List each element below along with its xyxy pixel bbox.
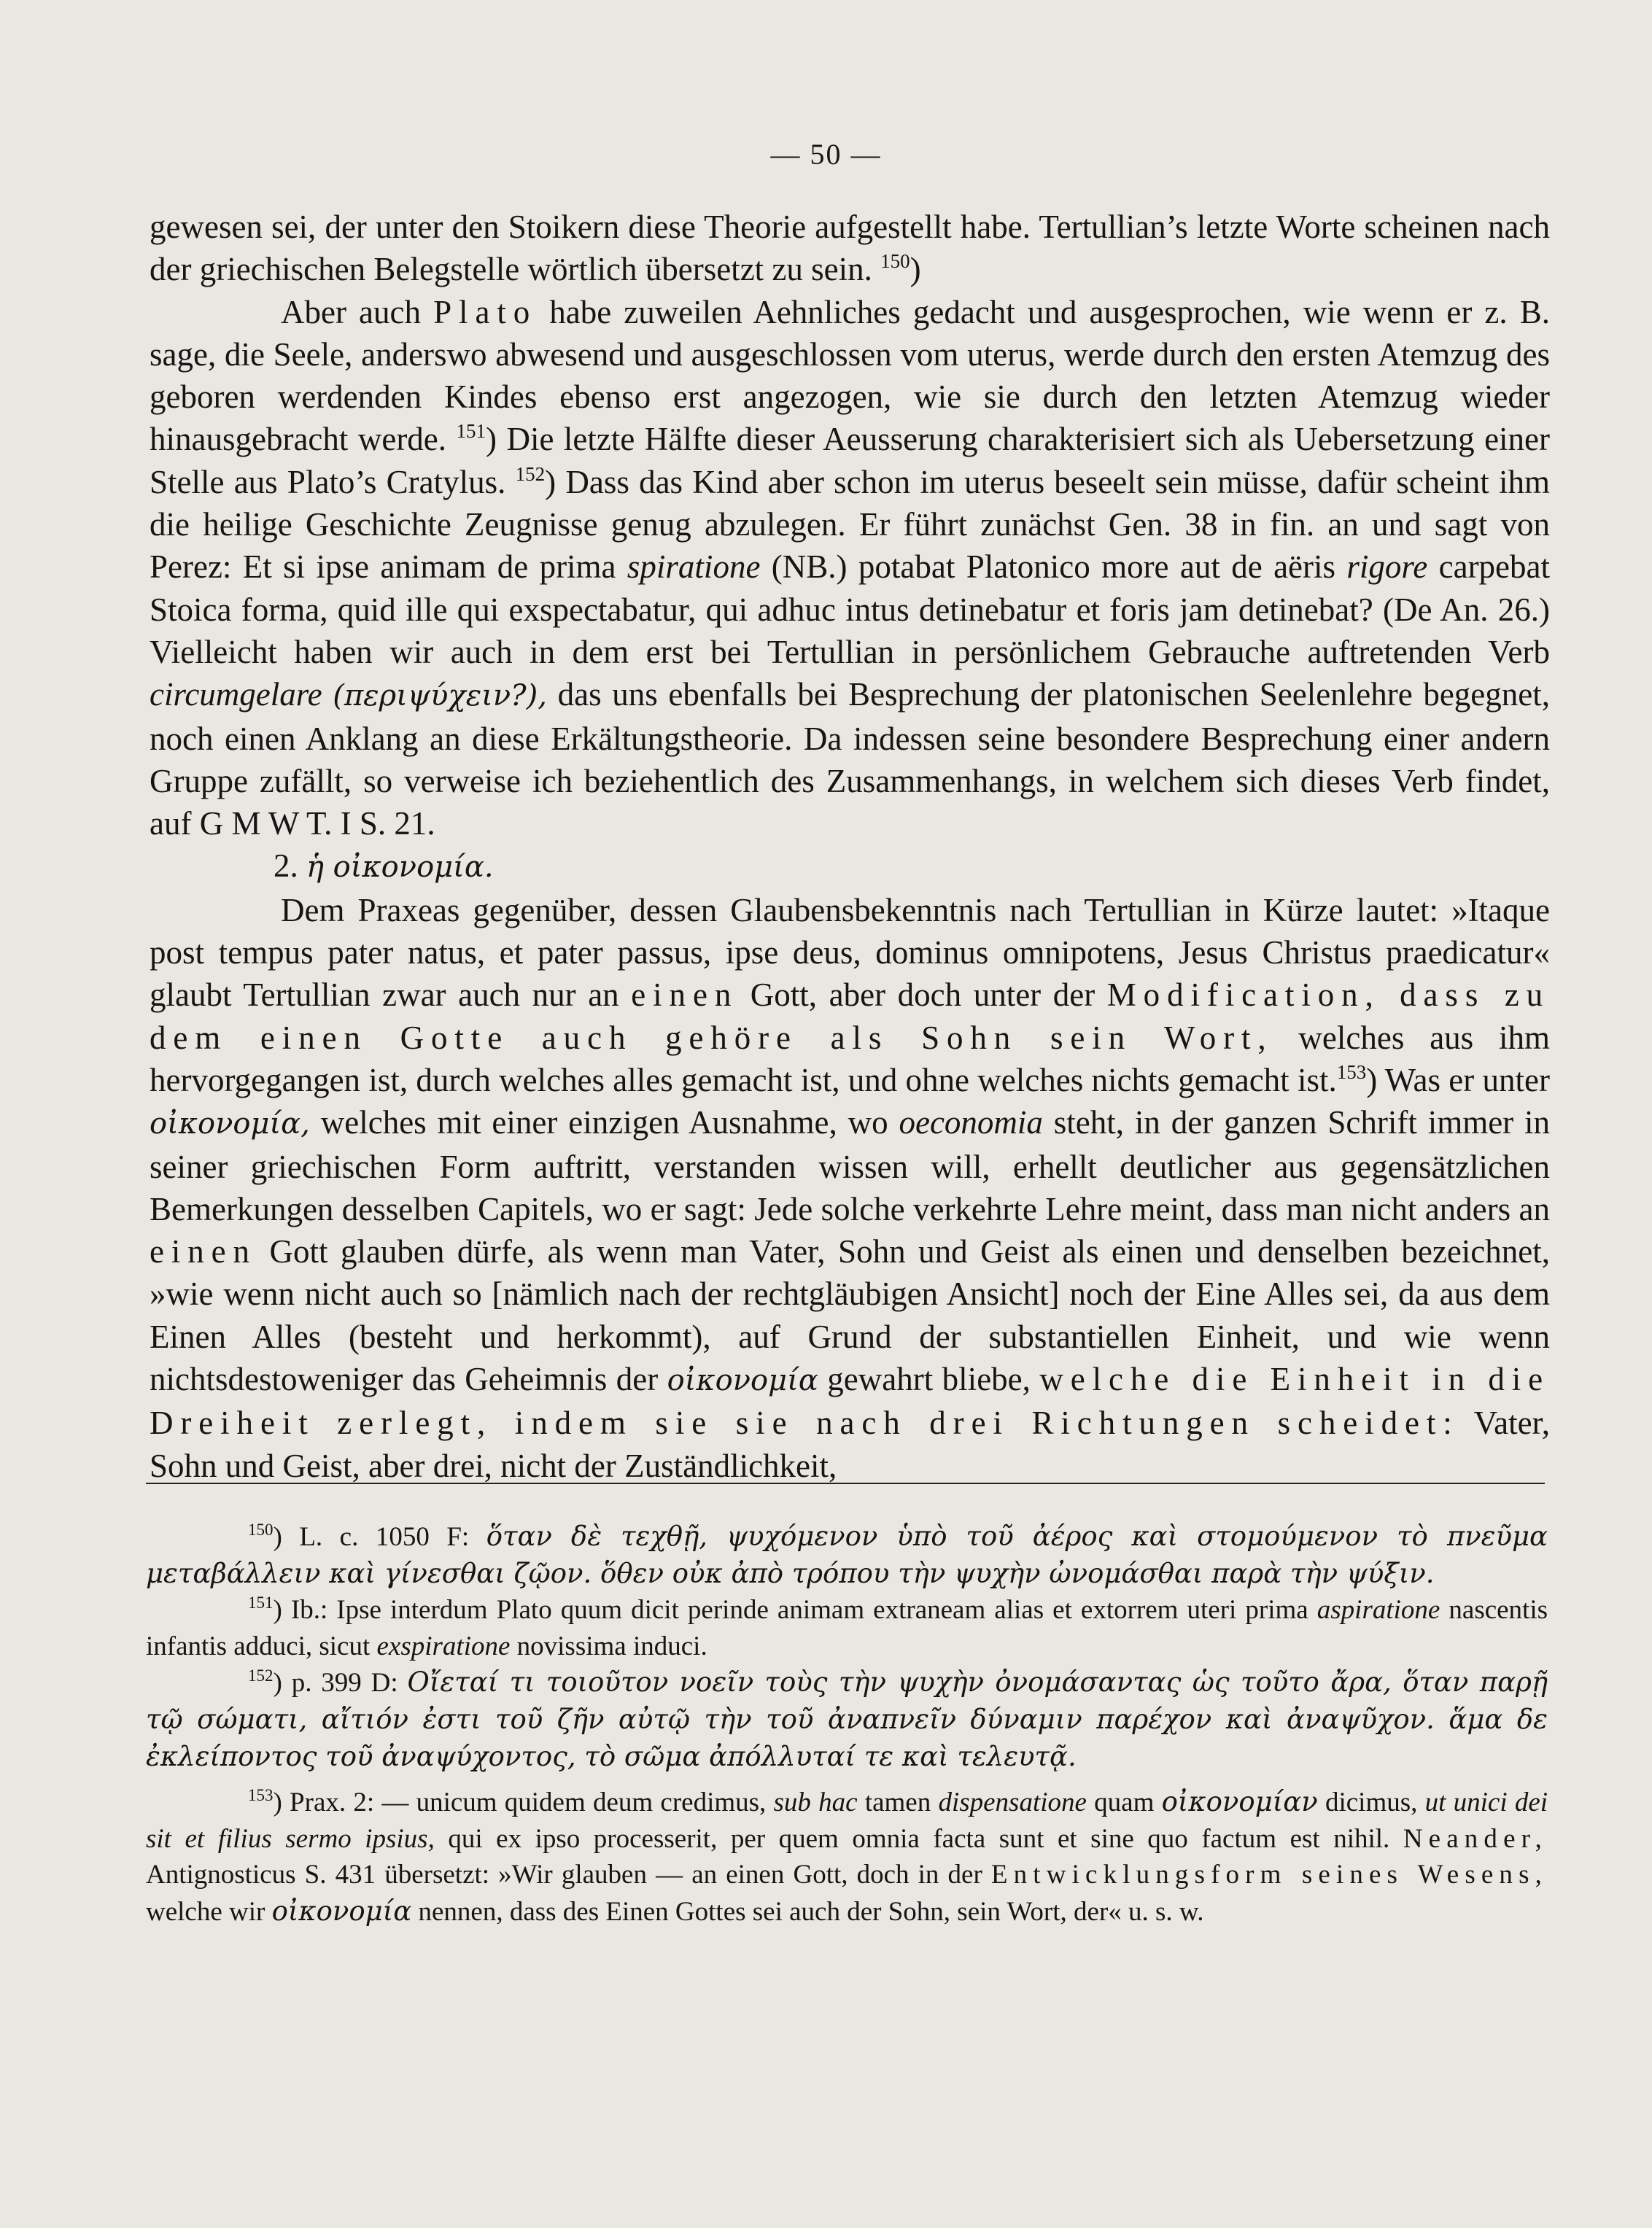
footnote-number: 153 xyxy=(248,1786,274,1805)
text-run: Dass das Kind aber schon im uterus beseelt sein müsse, dafür scheint ihm die heilige Geschichte Zeugnisse genug abzulegen. Er führt zunächst Gen. 38 in fin. an und sagt von Perez: Et si ipse animam de prima xyxy=(150,463,1551,586)
text-run: p. 399 D: xyxy=(291,1668,398,1699)
text-run: Gott glauben dürfe, als wenn man Vater, Sohn und Geist als einen und denselben bezeichnet, »wie wenn nicht auch so [nämlich nach der rechtgläubigen Ansicht] noch der Eine Alles sei, da aus dem Einen Alles (besteht und herkommt), auf Grund der substantiellen Einheit, und wie wenn nichtsdestoweniger das Geheimnis der xyxy=(150,1233,1551,1398)
italic-term: exspiratione xyxy=(376,1631,511,1661)
spaced-name-plato: Plato xyxy=(433,293,538,330)
text-run: quam xyxy=(1094,1788,1155,1818)
paragraph-2: Aber auch Plato habe zuweilen Aehnliches gedacht und ausgesprochen, wie wenn er z. B. sage, die Seele, anderswo abwesend und ausgeschlossen vom uterus, werde durch den ersten Atemzug des geboren werdenden Kindes ebenso erst angezogen, wie sie durch den letzten Atemzug wieder hinausgebracht werde. $^{151}$) Die letzte Hälfte dieser Aeusserung charakterisiert sich als Uebersetzung einer Stelle aus Plato’s Cratylus. $^{152}$) Dass das Kind aber schon im uterus beseelt sein müsse, dafür scheint ihm die heilige Geschichte Zeugnisse genug abzulegen. Er führt zunächst Gen. 38 in fin. an und sagt von Perez: Et si ipse animam de prima spiratione (NB.) potabat Platonico more aut de aëris rigore carpebat Stoica forma, quid ille qui exspectabatur, qui adhuc intus detinebatur et foris jam detinebat? (De An. 26.) Vielleicht haben wir auch in dem erst bei Tertullian in persönlichem Gebrauche auftretenden Verb circumgelare (περιψύχειν?), das uns ebenfalls bei Besprechung der platonischen Seelenlehre begegnet, noch einen Anklang an diese Erkältungstheorie. Da indessen seine besondere Besprechung einer andern Gruppe zufällt, so verweise ich beziehentlich des Zusammenhangs, in welchem sich dieses Verb findet, auf G M W T. I S. 21. xyxy=(150,293,1551,842)
text-run: welches aus ihm hervorgegangen ist, durch welches alles gemacht ist, und ohne welches nichts gemacht ist. xyxy=(150,1019,1551,1098)
text-run: habe zuweilen Aehnliches gedacht und ausgesprochen, wie wenn er z. B. sage, die Seele, anderswo abwesend und ausgeschlossen vom uterus, werde durch den ersten Atemzug des geboren werdenden Kindes ebenso erst angezogen, wie sie durch den letzten Atemzug wieder hinausgebracht werde. xyxy=(150,293,1551,458)
text-run: Antignosticus S. 431 übersetzt: »Wir glauben — an einen Gott, doch in der xyxy=(146,1860,982,1890)
footnote-151: $^{151}$) Ib.: Ipse interdum Plato quum dicit perinde animam extraneam alias et extorrem uteri prima aspiratione nascentis infantis adduci, sicut exspiratione novissima induci. xyxy=(146,1594,1548,1661)
spaced-einen: einen xyxy=(631,977,739,1014)
text-run: dicimus, xyxy=(1325,1788,1418,1818)
spaced-einen: einen xyxy=(150,1233,257,1270)
italic-circumgelare: circumgelare xyxy=(150,676,322,713)
text-run: qui ex ipso processerit, per quem omnia facta sunt et sine quo factum est nihil. xyxy=(448,1823,1390,1854)
heading-number: 2. xyxy=(274,847,298,885)
text-run: Gott, aber doch unter der xyxy=(750,977,1095,1014)
italic-term: aspiratione xyxy=(1316,1595,1440,1626)
italic-rigore: rigore xyxy=(1346,548,1428,586)
footnote-ref-150[interactable]: 150 xyxy=(880,250,910,273)
text-run: (NB.) potabat Platonico more aut de aëris xyxy=(771,548,1336,586)
text-run: welches mit einer einzigen Ausnahme, wo xyxy=(320,1104,888,1141)
footnote-divider xyxy=(146,1483,1545,1484)
page-number: — 50 — xyxy=(770,138,882,171)
italic-term: sub hac xyxy=(773,1788,858,1818)
heading-greek: ἡ οἰκονομία. xyxy=(306,850,494,885)
italic-term: ut unici dei sit et filius sermo ipsius, xyxy=(146,1788,1548,1854)
text-run: carpebat Stoica forma, quid ille qui exspectabatur, qui adhuc intus detinebatur et foris jam detinebat? (De An. 26.) Vielleicht haben wir auch in dem erst bei Tertullian in persönlichem Gebrauche auftretenden Verb xyxy=(150,548,1551,670)
text-run: tamen xyxy=(864,1788,931,1818)
text-run: Dem Praxeas gegenüber, dessen Glaubensbekenntnis nach Tertullian in Kürze lautet: »Itaque post tempus pater natus, et pater passus, ipse deus, dominus omnipotens, Jesus Christus praedicatur« glaubt Tertullian zwar auch nur an xyxy=(150,891,1550,1014)
spaced-emphasis: Entwicklungsform seines Wesens, xyxy=(990,1860,1548,1890)
text-run: novissima induci. xyxy=(516,1631,707,1661)
italic-oeconomia: oeconomia xyxy=(899,1104,1043,1141)
text-run: Aber auch xyxy=(281,293,422,330)
greek-term: οἰκονομίαν xyxy=(1161,1786,1318,1818)
greek-term: οἰκονομία, xyxy=(150,1107,310,1141)
footnote-ref-152[interactable]: 152 xyxy=(515,462,546,485)
footnote-152: $^{152}$) p. 399 D: Οἴεταί τι τοιοῦτον νοεῖν τοὺς τὴν ψυχὴν ὀνομάσαντας ὡς τοῦτο ἄρα, ὅταν παρῇ τῷ σώματι, αἴτιόν ἐστι τοῦ ζῆν αὐτῷ τὴν τοῦ ἀναπνεῖν δύναμιν παρέχον καὶ ἀναψῦχον. ἅμα δε ἐκλείποντος τοῦ ἀναψύχοντος, τὸ σῶμα ἀπόλλυταί τε καὶ τελευτᾷ. xyxy=(146,1666,1548,1772)
italic-term: dispensatione xyxy=(938,1788,1087,1818)
paragraph-1: gewesen sei, der unter den Stoikern diese Theorie aufgestellt habe. Tertullian’s letzte Worte scheinen nach der griechischen Belegstelle wörtlich übersetzt zu sein. $^{150}$) xyxy=(150,209,1550,288)
greek-quote: ὅταν δὲ τεχθῇ, ψυχόμενον ὑπὸ τοῦ ἀέρος καὶ στομούμενον τὸ πνεῦμα μεταβάλλειν καὶ γίνεσθαι ζῷον. ὅθεν οὐκ ἀπὸ τρόπου τὴν ψυχὴν ὠνομάσθαι παρὰ τὴν ψύξιν. xyxy=(146,1521,1548,1589)
greek-term: οἰκονομία xyxy=(271,1895,412,1927)
text-run: das uns ebenfalls bei Besprechung der platonischen Seelenlehre begegnet, noch einen Anklang an diese Erkältungstheorie. Da indessen seine besondere Besprechung einer andern Gruppe zufällt, so verweise ich beziehentlich des Zusammenhangs, in welchem sich dieses Verb findet, auf G M W T. I S. 21. xyxy=(150,676,1550,842)
text-run: nascentis infantis adduci, sicut xyxy=(146,1595,1548,1661)
text-run: L. c. 1050 F: xyxy=(299,1522,470,1552)
text-run: steht, in der ganzen Schrift immer in seiner griechischen Form auftritt, verstanden wissen will, erhellt deutlicher aus gegensätzlichen Bemerkungen desselben Capitels, wo er sagt: Jede solche verkehrte Lehre meint, dass man nicht anders an xyxy=(150,1104,1551,1227)
text-run: Ib.: Ipse interdum Plato quum dicit perinde animam extraneam alias et extorrem uteri prima xyxy=(290,1595,1308,1626)
text-run: Was er unter xyxy=(1384,1061,1550,1098)
section-heading xyxy=(150,845,1550,888)
text-run: nennen, dass des Einen Gottes sei auch der Sohn, sein Wort, der« u. s. w. xyxy=(418,1896,1204,1927)
text-run: Die letzte Hälfte dieser Aeusserung charakterisiert sich als Uebersetzung einer Stelle aus Plato’s Cratylus. xyxy=(150,421,1550,500)
footnote-ref-153[interactable]: 153 xyxy=(1336,1060,1367,1083)
italic-spiratione: spiratione xyxy=(627,548,761,586)
text-run: Vater, Sohn und Geist, aber drei, nicht der Zuständlichkeit, xyxy=(150,1405,1550,1484)
body-text xyxy=(150,206,1550,1487)
greek-term: (περιψύχειν?), xyxy=(333,679,547,713)
spaced-name-neander: Neander, xyxy=(1403,1823,1548,1854)
footnote-number: 152 xyxy=(248,1666,274,1685)
text-run: welche wir xyxy=(146,1896,265,1927)
footnote-number: 151 xyxy=(248,1594,274,1612)
spaced-emphasis: welche die Einheit in die Dreiheit zerlegt, indem sie sie nach drei Richtungen scheidet: xyxy=(150,1361,1551,1442)
footnote-number: 150 xyxy=(248,1521,274,1539)
paragraph-3: Dem Praxeas gegenüber, dessen Glaubensbekenntnis nach Tertullian in Kürze lautet: »Itaque post tempus pater natus, et pater passus, ipse deus, dominus omnipotens, Jesus Christus praedicatur« glaubt Tertullian zwar auch nur an einen Gott, aber doch unter der Modification, dass zu dem einen Gotte auch gehöre als Sohn sein Wort, welches aus ihm hervorgegangen ist, durch welches alles gemacht ist, und ohne welches nichts gemacht ist.$^{153}$) Was er unter οἰκονομία, welches mit einer einzigen Ausnahme, wo oeconomia steht, in der ganzen Schrift immer in seiner griechischen Form auftritt, verstanden wissen will, erhellt deutlicher aus gegensätzlichen Bemerkungen desselben Capitels, wo er sagt: Jede solche verkehrte Lehre meint, dass man nicht anders an einen Gott glauben dürfe, als wenn man Vater, Sohn und Geist als einen und denselben bezeichnet, »wie wenn nicht auch so [nämlich nach der rechtgläubigen Ansicht] noch der Eine Alles sei, da aus dem Einen Alles (besteht und herkommt), auf Grund der substantiellen Einheit, und wie wenn nichtsdestoweniger das Geheimnis der οἰκονομία gewahrt bliebe, welche die Einheit in die Dreiheit zerlegt, indem sie sie nach drei Richtungen scheidet: Vater, Sohn und Geist, aber drei, nicht der Zuständlichkeit, xyxy=(150,891,1551,1484)
greek-quote: Οἴεταί τι τοιοῦτον νοεῖν τοὺς τὴν ψυχὴν ὀνομάσαντας ὡς τοῦτο ἄρα, ὅταν παρῇ τῷ σώματι, αἴτιόν ἐστι τοῦ ζῆν αὐτῷ τὴν τοῦ ἀναπνεῖν δύναμιν παρέχον καὶ ἀναψῦχον. ἅμα δε ἐκλείποντος τοῦ ἀναψύχοντος, τὸ σῶμα ἀπόλλυταί τε καὶ τελευτᾷ. xyxy=(146,1666,1548,1772)
footnotes xyxy=(146,1518,1548,1930)
text-run: Prax. 2: — unicum quidem deum credimus, xyxy=(290,1788,767,1818)
footnote-150: $^{150}$) L. c. 1050 F: ὅταν δὲ τεχθῇ, ψυχόμενον ὑπὸ τοῦ ἀέρος καὶ στομούμενον τὸ πνεῦμα μεταβάλλειν καὶ γίνεσθαι ζῷον. ὅθεν οὐκ ἀπὸ τρόπου τὴν ψυχὴν ὠνομάσθαι παρὰ τὴν ψύξιν. xyxy=(146,1521,1548,1589)
text-run: gewahrt bliebe, xyxy=(827,1361,1031,1398)
greek-term: οἰκονομία xyxy=(667,1364,818,1398)
text-run: gewesen sei, der unter den Stoikern diese Theorie aufgestellt habe. Tertullian’s letzte Worte scheinen nach der griechischen Belegstelle wörtlich übersetzt zu sein. xyxy=(150,209,1550,288)
footnote-153: $^{153}$) Prax. 2: — unicum quidem deum credimus, sub hac tamen dispensatione quam οἰκονομίαν dicimus, ut unici dei sit et filius sermo ipsius, qui ex ipso processerit, per quem omnia facta sunt et sine quo factum est nihil. Neander, Antignosticus S. 431 übersetzt: »Wir glauben — an einen Gott, doch in der Entwicklungsform seines Wesens, welche wir οἰκονομία nennen, dass des Einen Gottes sei auch der Sohn, sein Wort, der« u. s. w. xyxy=(146,1786,1548,1927)
footnote-ref-151[interactable]: 151 xyxy=(456,420,486,443)
spaced-emphasis: Modification, dass zu dem einen Gotte auch gehöre als Sohn sein Wort, xyxy=(150,977,1550,1056)
